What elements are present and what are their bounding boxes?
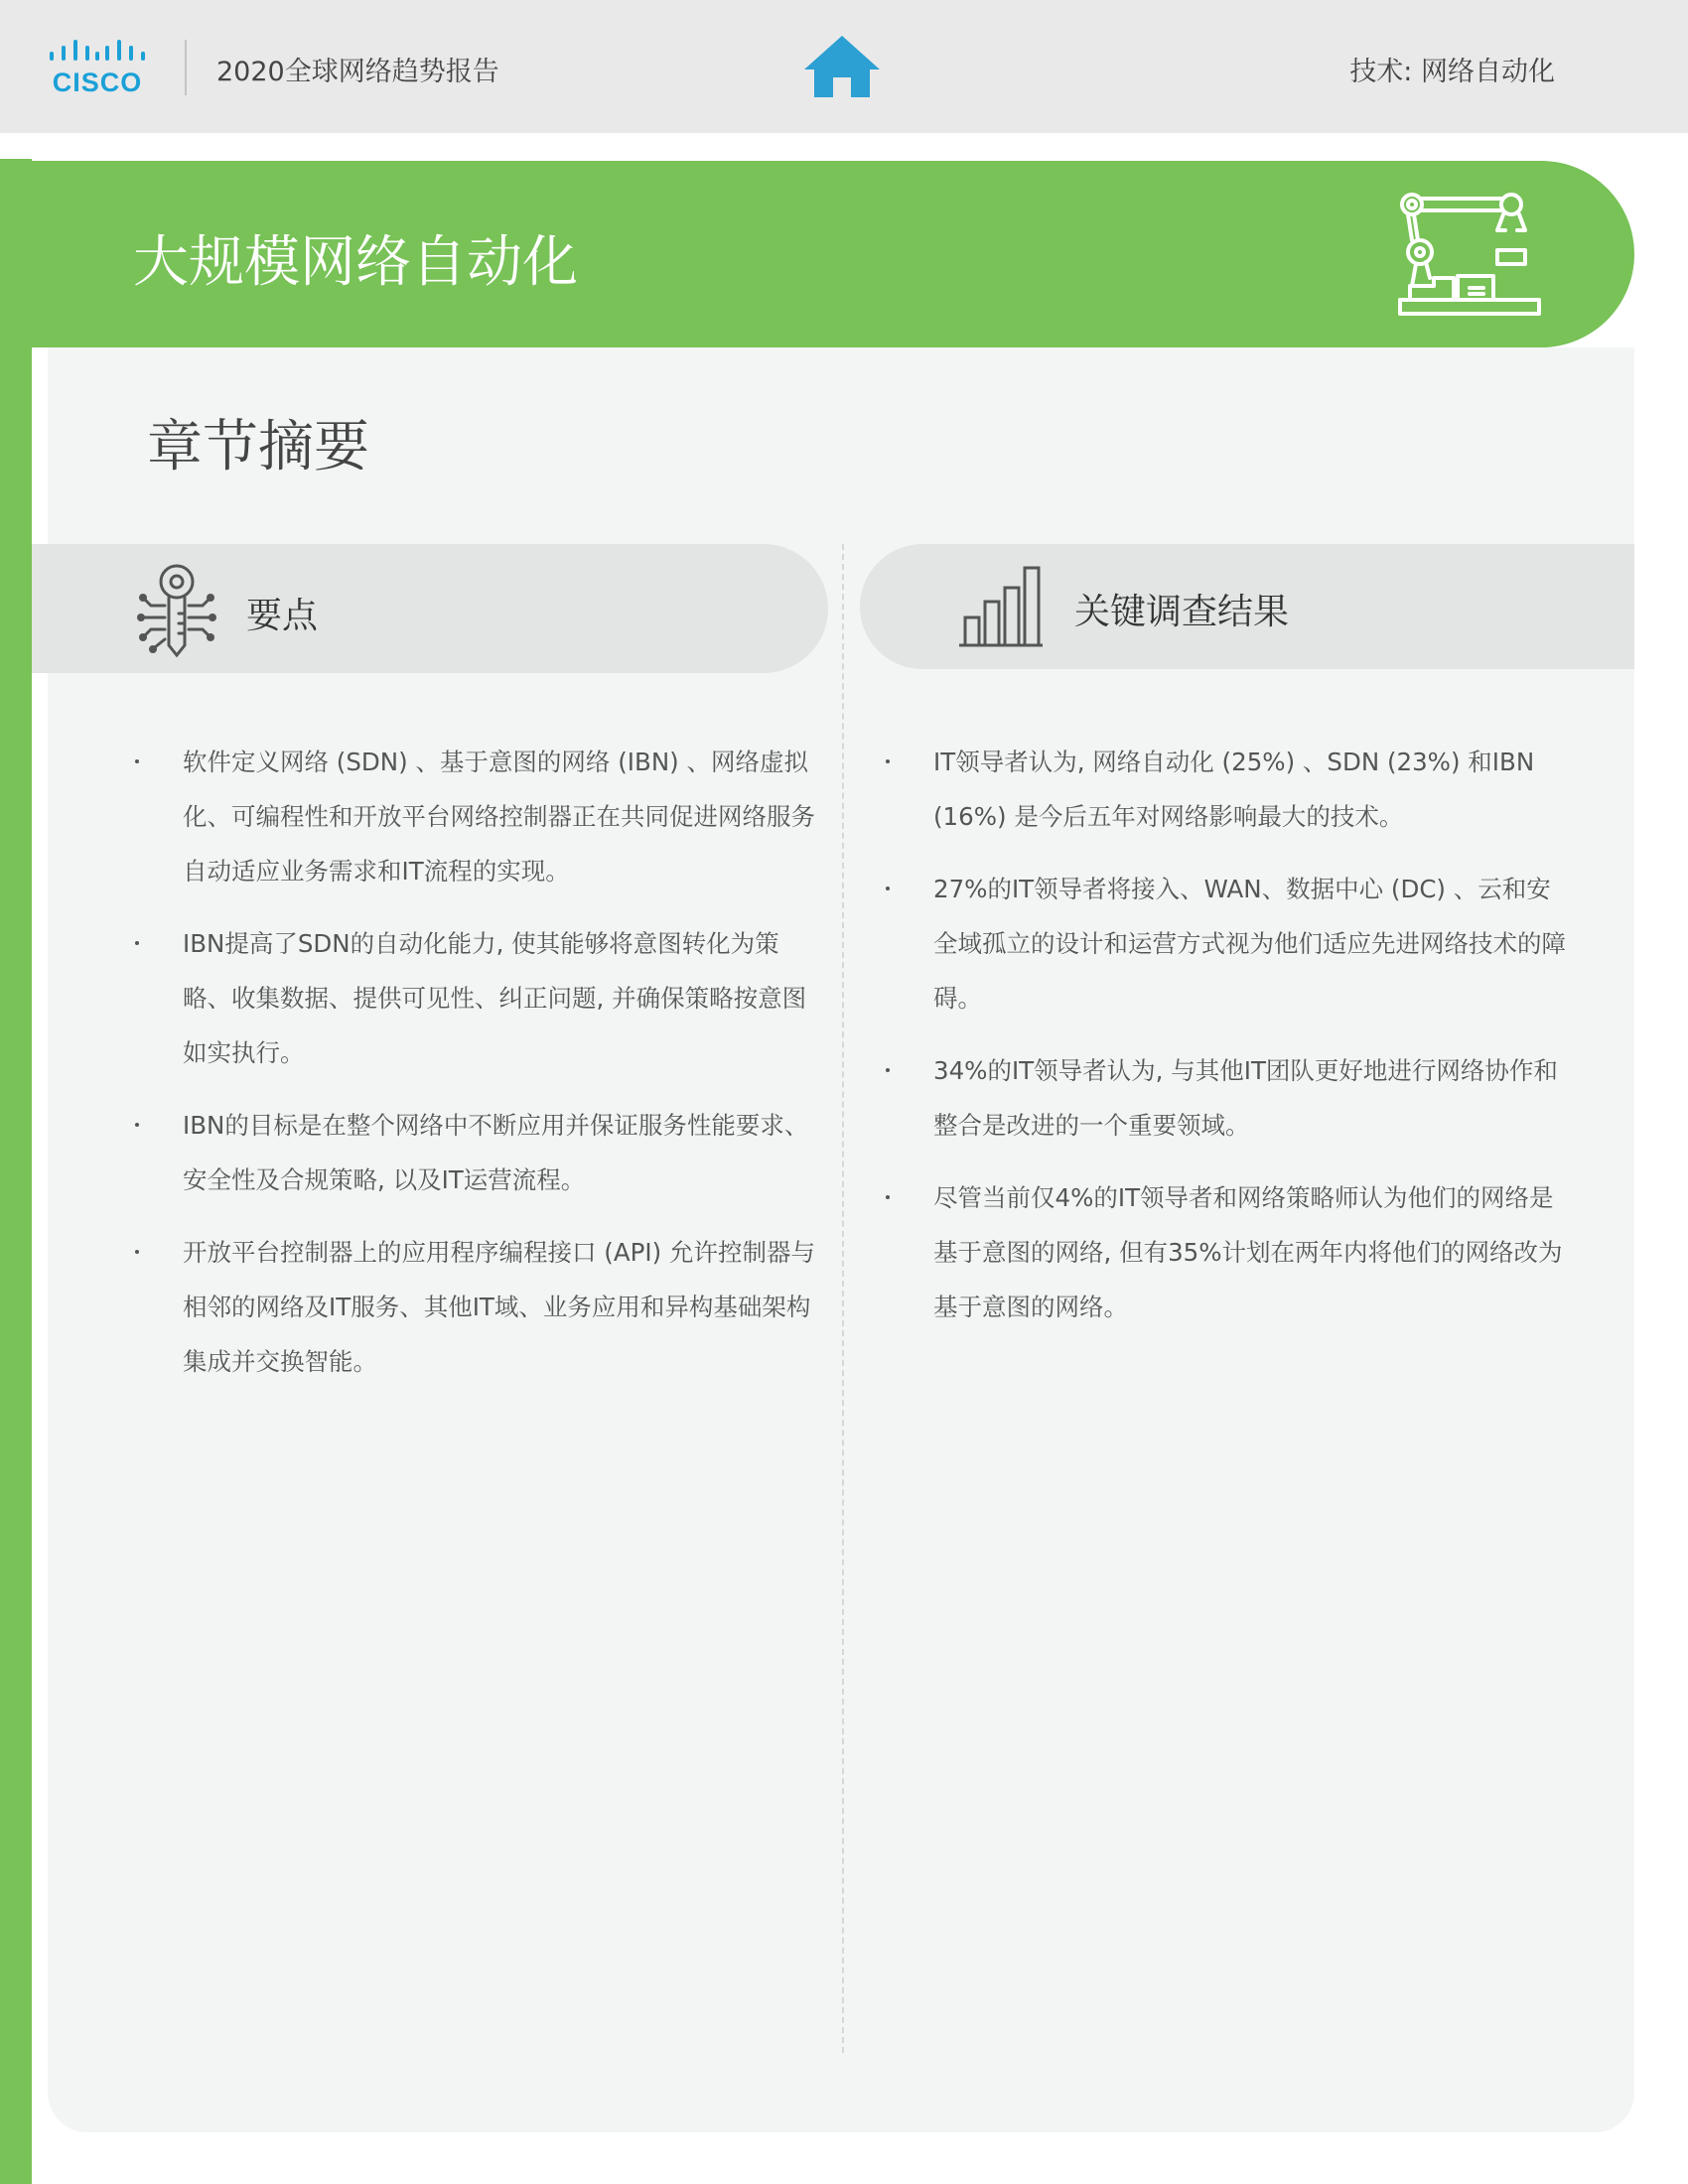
key-circuit-icon (131, 562, 222, 659)
section-heading: 章节摘要 (147, 415, 369, 479)
cisco-bridge-icon (48, 38, 147, 68)
list-item: 尽管当前仅4%的IT领导者和网络策略师认为他们的网络是基于意图的网络, 但有35%计划在两年内将他们的网络改为基于意图的网络。 (882, 1170, 1567, 1334)
list-item: IBN的目标是在整个网络中不断应用并保证服务性能要求、安全性及合规策略, 以及IT运营流程。 (131, 1098, 816, 1207)
bullet-icon (886, 1068, 890, 1072)
bullet-icon (135, 1250, 139, 1254)
key-points-heading: 要点 (246, 596, 319, 636)
list-item: 27%的IT领导者将接入、WAN、数据中心 (DC) 、云和安全域孤立的设计和运营方式视为他们适应先进网络技术的障碍。 (882, 862, 1567, 1025)
green-side-strip (0, 159, 32, 2184)
section-tag: 技术: 网络自动化 (1349, 57, 1555, 87)
robot-arm-icon (1398, 191, 1541, 318)
chapter-title: 大规模网络自动化 (133, 230, 578, 295)
list-item: 开放平台控制器上的应用程序编程接口 (API) 允许控制器与相邻的网络及IT服务、其他IT域、业务应用和异构基础架构集成并交换智能。 (131, 1225, 816, 1389)
bullet-icon (135, 759, 139, 763)
bullet-icon (886, 887, 890, 890)
home-button[interactable] (800, 34, 884, 99)
list-item: 34%的IT领导者认为, 与其他IT团队更好地进行网络协作和整合是改进的一个重要领域。 (882, 1043, 1567, 1153)
header-separator (185, 40, 187, 95)
home-icon (800, 34, 884, 99)
list-item: 软件定义网络 (SDN) 、基于意图的网络 (IBN) 、网络虚拟化、可编程性和开放平台网络控制器正在共同促进网络服务自动适应业务需求和IT流程的实现。 (131, 735, 816, 898)
bullet-icon (135, 1123, 139, 1127)
bullet-icon (886, 759, 890, 763)
bullet-icon (886, 1195, 890, 1199)
report-title: 2020全球网络趋势报告 (216, 57, 499, 87)
findings-list (882, 735, 1567, 1352)
bullet-icon (135, 941, 139, 945)
cisco-wordmark: CISCO (52, 68, 143, 97)
cisco-logo[interactable] (48, 38, 157, 97)
bar-chart-icon (959, 564, 1043, 647)
key-points-list (131, 735, 816, 1407)
column-divider (842, 544, 844, 2053)
list-item: IBN提高了SDN的自动化能力, 使其能够将意图转化为策略、收集数据、提供可见性、纠正问题, 并确保策略按意图如实执行。 (131, 916, 816, 1080)
findings-heading: 关键调查结果 (1074, 592, 1290, 632)
list-item: IT领导者认为, 网络自动化 (25%) 、SDN (23%) 和IBN (16%) 是今后五年对网络影响最大的技术。 (882, 735, 1567, 844)
